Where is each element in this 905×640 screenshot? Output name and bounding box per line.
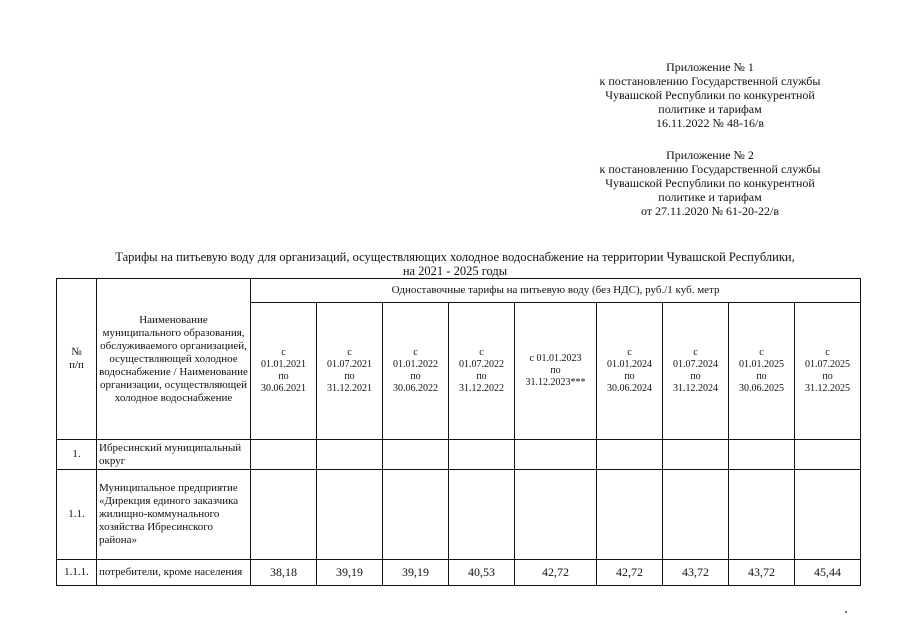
table-row — [57, 470, 861, 560]
tariff-value-cell — [317, 470, 383, 560]
appendix-1-block — [560, 60, 860, 130]
row-number-cell: 1.1.1. — [57, 560, 97, 586]
tariff-value-cell — [663, 470, 729, 560]
appendix-1-line-4: 16.11.2022 № 48-16/в — [656, 116, 764, 130]
period-po: по — [822, 371, 833, 382]
header-num-line-1: № — [71, 346, 82, 358]
appendix-1-line-3: политике и тарифам — [658, 102, 762, 116]
tariff-value-cell — [597, 470, 663, 560]
table-header-row-1 — [57, 279, 861, 303]
period-to: 31.12.2022 — [459, 383, 504, 394]
period-po: по — [756, 371, 767, 382]
tariffs-table — [56, 278, 861, 586]
appendix-1-line-2: Чувашской Республики по конкурентной — [605, 88, 815, 102]
period-from: 01.01.2024 — [607, 359, 652, 370]
appendix-2-block — [560, 148, 860, 218]
tariff-value-cell — [317, 440, 383, 470]
tariff-value-cell: 39,19 — [383, 560, 449, 586]
tariff-value-cell — [251, 470, 317, 560]
tariff-value-cell — [795, 440, 861, 470]
appendix-2-line-2: Чувашской Республики по конкурентной — [605, 176, 815, 190]
period-to: 31.12.2023*** — [525, 377, 586, 388]
row-number-cell: 1. — [57, 440, 97, 470]
tariff-value-cell — [449, 440, 515, 470]
period-header-cell — [795, 303, 861, 440]
tariff-value-cell — [383, 470, 449, 560]
period-to: 31.12.2024 — [673, 383, 718, 394]
period-to: 31.12.2025 — [805, 383, 851, 394]
period-from: 01.07.2025 — [805, 359, 851, 370]
period-po: по — [476, 371, 487, 382]
row-name-cell: Ибресинский муниципальный округ — [97, 440, 251, 470]
tariff-value-cell — [383, 440, 449, 470]
appendix-1-line-1: к постановлению Государственной службы — [599, 74, 821, 88]
header-num-line-2: п/п — [69, 359, 84, 371]
period-c: с 01.01.2023 — [529, 353, 582, 364]
period-from: 01.01.2025 — [739, 359, 784, 370]
tariff-value-cell — [449, 470, 515, 560]
period-header-cell — [663, 303, 729, 440]
scan-speck — [845, 611, 847, 613]
period-c: с — [479, 347, 484, 358]
period-from: 01.07.2021 — [327, 359, 372, 370]
period-c: с — [413, 347, 418, 358]
period-po: по — [344, 371, 355, 382]
period-to: 31.12.2021 — [327, 383, 372, 394]
tariff-value-cell — [729, 470, 795, 560]
period-c: с — [825, 347, 830, 358]
tariff-value-cell: 42,72 — [597, 560, 663, 586]
period-c: с — [759, 347, 764, 358]
period-c: с — [347, 347, 352, 358]
document-title-line-2: на 2021 - 2025 годы — [402, 264, 508, 278]
period-from: 01.01.2022 — [393, 359, 438, 370]
period-po: по — [690, 371, 701, 382]
period-to: 30.06.2021 — [261, 383, 306, 394]
table-row — [57, 560, 861, 586]
tariff-value-cell: 43,72 — [663, 560, 729, 586]
period-header-cell — [515, 303, 597, 440]
appendix-2-line-1: к постановлению Государственной службы — [599, 162, 821, 176]
appendix-2-line-4: от 27.11.2020 № 61-20-22/в — [640, 204, 780, 218]
period-c: с — [693, 347, 698, 358]
appendix-1-title: Приложение № 1 — [666, 60, 754, 74]
tariff-value-cell: 38,18 — [251, 560, 317, 586]
period-from: 01.07.2022 — [459, 359, 504, 370]
tariff-value-cell — [663, 440, 729, 470]
appendix-2-line-3: политике и тарифам — [658, 190, 762, 204]
tariff-value-cell — [251, 440, 317, 470]
row-number-cell: 1.1. — [57, 470, 97, 560]
period-to: 30.06.2022 — [393, 383, 438, 394]
document-title-line-1: Тарифы на питьевую воду для организаций, осуществляющих холодное водоснабжение на территории Чувашской Республики, — [115, 250, 795, 264]
appendix-2-title: Приложение № 2 — [666, 148, 754, 162]
header-group-cell: Одноставочные тарифы на питьевую воду (без НДС), руб./1 куб. метр — [251, 279, 861, 303]
period-header-cell — [251, 303, 317, 440]
period-po: по — [410, 371, 421, 382]
period-header-cell — [317, 303, 383, 440]
tariff-value-cell — [515, 470, 597, 560]
tariff-value-cell: 40,53 — [449, 560, 515, 586]
period-c: с — [627, 347, 632, 358]
period-header-cell — [729, 303, 795, 440]
period-to: 30.06.2025 — [739, 383, 784, 394]
period-po: по — [624, 371, 635, 382]
period-header-cell — [449, 303, 515, 440]
header-name-cell: Наименование муниципального образования, обслуживаемого организацией, осуществляющей холодное водоснабжение / Наименование организации, осуществляющей холодное водоснабжение — [97, 279, 251, 440]
period-from: 01.01.2021 — [261, 359, 306, 370]
tariff-value-cell — [729, 440, 795, 470]
document-title — [60, 250, 850, 278]
period-from: 01.07.2024 — [673, 359, 718, 370]
row-name-cell: Муниципальное предприятие «Дирекция единого заказчика жилищно-коммунального хозяйства Ибресинского района» — [97, 470, 251, 560]
tariff-value-cell: 45,44 — [795, 560, 861, 586]
period-po: по — [550, 365, 561, 376]
period-header-cell — [383, 303, 449, 440]
period-c: с — [281, 347, 286, 358]
period-po: по — [278, 371, 289, 382]
tariff-value-cell — [597, 440, 663, 470]
period-to: 30.06.2024 — [607, 383, 652, 394]
tariff-value-cell — [515, 440, 597, 470]
period-header-cell — [597, 303, 663, 440]
tariff-value-cell: 42,72 — [515, 560, 597, 586]
table-row — [57, 440, 861, 470]
header-num-cell — [57, 279, 97, 440]
tariff-value-cell: 39,19 — [317, 560, 383, 586]
tariff-value-cell: 43,72 — [729, 560, 795, 586]
tariff-value-cell — [795, 470, 861, 560]
row-name-cell: потребители, кроме населения — [97, 560, 251, 586]
